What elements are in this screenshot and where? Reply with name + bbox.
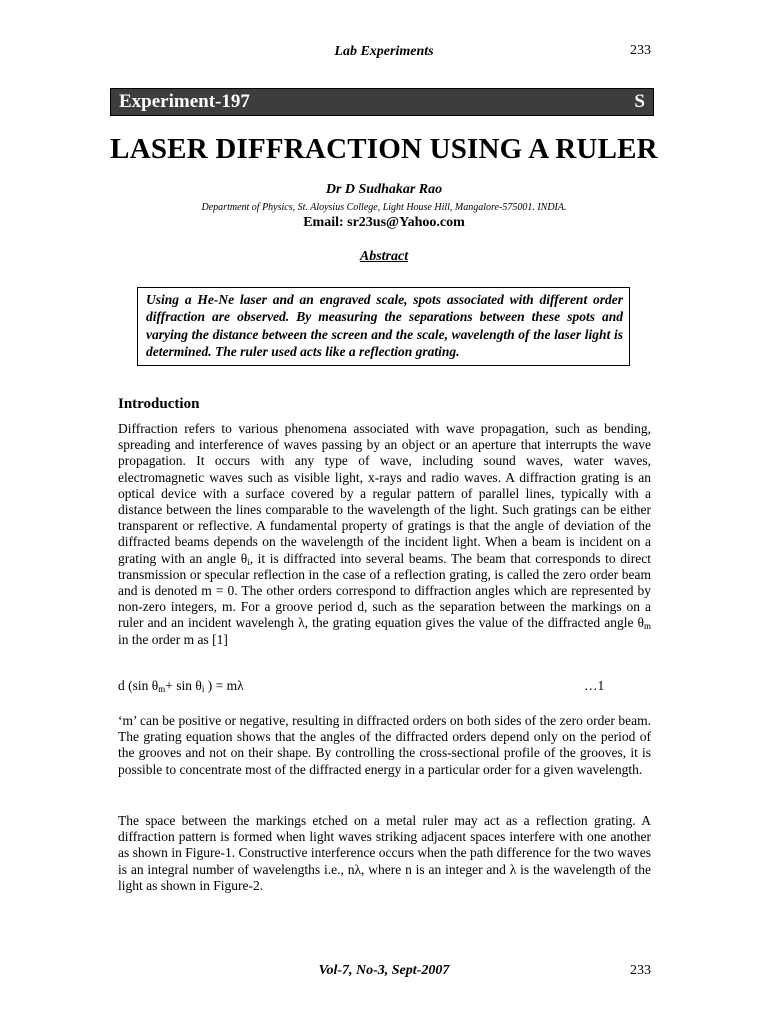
introduction-paragraph-1 — [118, 421, 651, 648]
equation-subscript-m: m — [158, 684, 166, 694]
para1-subscript-m: m — [643, 621, 651, 632]
introduction-paragraph-2: ‘m’ can be positive or negative, resulting in diffracted orders on both sides of the zero order beam. The grating equation shows that the angles of the diffracted orders depend only on the period of the grooves and not on their shape. By controlling the cross-sectional profile of the grooves, it is possible to concentrate most of the diffracted energy in a particular order for a given wavelength. — [118, 713, 651, 777]
para1-part-c: in the order m as [1] — [118, 631, 228, 647]
experiment-number: Experiment-197 — [119, 91, 250, 112]
article-title: LASER DIFFRACTION USING A RULER — [110, 133, 658, 165]
para1-part-b: , it is diffracted into several beams. The beam that corresponds to direct transmission or specular reflection in the case of a reflection grating, is called the zero order beam and is denoted m = 0. The other orders correspond to diffraction angles which are represented by non-zero integers, m. For a groove period d, such as the separation between the markings on a ruler and an incident wavelengh λ, the grating equation gives the value of the diffracted angle θ — [118, 550, 651, 631]
author-email: Email: sr23us@Yahoo.com — [303, 215, 465, 230]
para1-part-a: Diffraction refers to various phenomena associated with wave propagation, such as bending, spreading and interference of waves passing by an object or an aperture that interrupts the wave propagation. It occurs with any type of wave, including sound waves, water waves, electromagnetic waves such as visible light, x-rays and radio waves. A diffraction grating is an optical device with a surface covered by a regular pattern of parallel lines, typically with a distance between the lines comparable to the wavelength of the light. Such gratings can be either transparent or reflective. A fundamental property of gratings is that the angle of deviation of the diffracted beams depends on the wavelength of the incident light. When a beam is incident on a grating with an angle θ — [118, 421, 651, 566]
introduction-heading: Introduction — [118, 396, 200, 412]
equation-subscript-i: i — [201, 684, 205, 694]
equation-part-a: d (sin θ — [118, 678, 159, 693]
page-number-bottom: 233 — [630, 963, 651, 978]
author-name: Dr D Sudhakar Rao — [325, 182, 443, 197]
equation-part-b: + sin θ — [165, 678, 202, 693]
footer-issue: Vol-7, No-3, Sept-2007 — [318, 963, 450, 978]
running-title: Lab Experiments — [334, 44, 434, 59]
author-affiliation: Department of Physics, St. Aloysius College, Light House Hill, Mangalore-575001. INDIA. — [201, 202, 567, 213]
abstract-text: Using a He-Ne laser and an engraved scale, spots associated with different order diffraction are observed. By measuring the separations between these spots and varying the distance between the screen and the scale, wavelength of the laser light is determined. The ruler used acts like a reflection grating. — [146, 292, 623, 360]
introduction-paragraph-3: The space between the markings etched on a metal ruler may act as a reflection grating. A diffraction pattern is formed when light waves striking adjacent spaces interfere with one another as shown in Figure-1. Constructive interference occurs when the path difference for the two waves is an integral number of wavelengths i.e., nλ, where n is an integer and λ is the wavelength of the light as shown in Figure-2. — [118, 813, 651, 893]
experiment-banner — [110, 88, 654, 116]
abstract-heading: Abstract — [359, 249, 409, 264]
grating-equation — [118, 678, 244, 694]
para1-subscript-i: i — [247, 556, 250, 567]
page-number-top: 233 — [630, 43, 651, 58]
experiment-tag: S — [634, 91, 645, 112]
equation-number: …1 — [584, 678, 605, 693]
abstract-box — [137, 287, 630, 366]
equation-part-c: ) = mλ — [204, 678, 244, 693]
